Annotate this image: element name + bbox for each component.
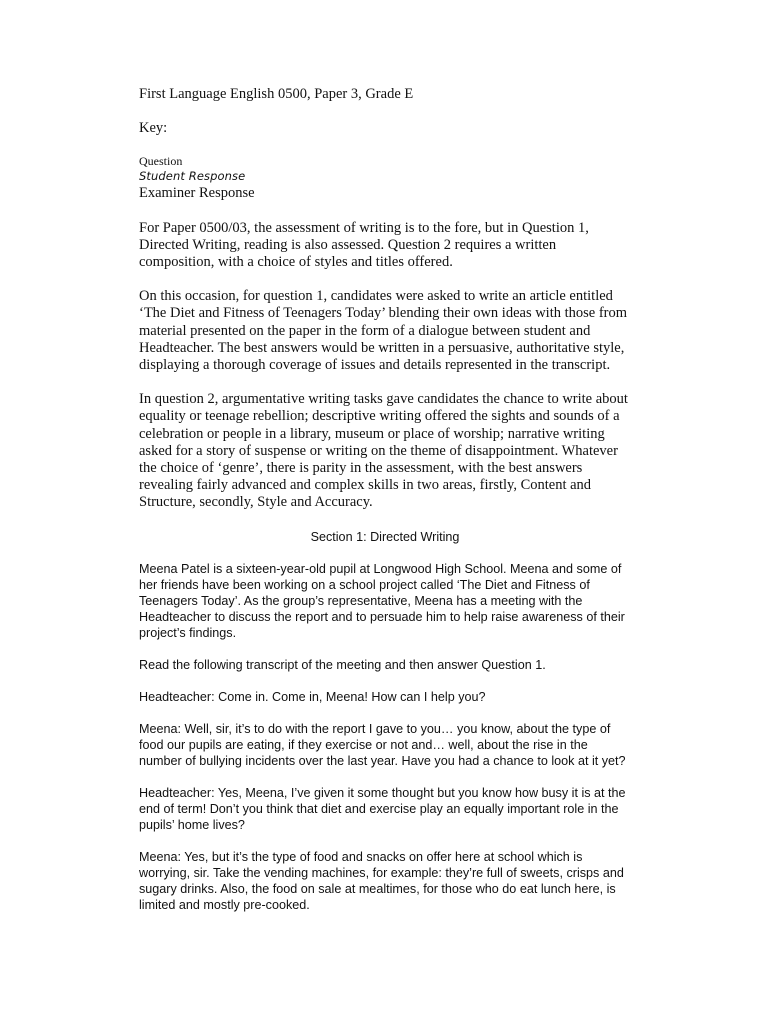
transcript-line: Headteacher: Come in. Come in, Meena! How can I help you? bbox=[139, 689, 486, 704]
key-label: Key: bbox=[139, 120, 168, 137]
section-paragraph: Read the following transcript of the meeting and then answer Question 1. bbox=[139, 657, 546, 672]
transcript-line: Meena: Well, sir, it’s to do with the report I gave to you… you know, about the type of food our pupils are eating, if they exercise or not and… well, about the rise in the number of bullying incidents over the last year. Have you had a chance to look at it yet? bbox=[139, 721, 626, 768]
transcript-line: Headteacher: Yes, Meena, I’ve given it some thought but you know how busy it is at the end of term! Don’t you think that diet and exercise play an equally important role in the pupils’ home lives? bbox=[139, 785, 626, 832]
transcript-line: Meena: Yes, but it’s the type of food and snacks on offer here at school which is worrying, sir. Take the vending machines, for example: they’re full of sweets, crisps and sugary drinks. Also, the food on sale at mealtimes, for those who do eat lunch here, is limited and mostly pre-cooked. bbox=[139, 849, 624, 912]
document-title: First Language English 0500, Paper 3, Grade E bbox=[139, 86, 414, 102]
legend-question: Question bbox=[139, 154, 183, 169]
intro-paragraph: For Paper 0500/03, the assessment of writing is to the fore, but in Question 1, Directed Writing, reading is also assessed. Question 2 requires a written composition, with a choice of styles and titles offered. bbox=[139, 219, 589, 271]
legend-student-response: Student Response bbox=[139, 169, 246, 184]
section-paragraph: Meena Patel is a sixteen-year-old pupil at Longwood High School. Meena and some of her friends have been working on a school project called ‘The Diet and Fitness of Teenagers Today’. As the group’s representative, Meena has a meeting with the Headteacher to discuss the report and to persuade him to help raise awareness of their project’s findings. bbox=[139, 561, 625, 640]
intro-paragraph: In question 2, argumentative writing tasks gave candidates the chance to write about equality or teenage rebellion; descriptive writing offered the sights and sounds of a celebration or people in a library, museum or place of worship; narrative writing asked for a story of suspense or writing on the theme of disappointment. Whatever the choice of ‘genre’, there is parity in the assessment, with the best answers revealing fairly advanced and complex skills in two areas, firstly, Content and Structure, secondly, Style and Accuracy. bbox=[139, 391, 628, 511]
section-heading: Section 1: Directed Writing bbox=[310, 529, 460, 544]
key-legend bbox=[139, 154, 631, 202]
legend-examiner-response: Examiner Response bbox=[139, 185, 255, 202]
document-body bbox=[139, 86, 631, 929]
intro-paragraph: On this occasion, for question 1, candidates were asked to write an article entitled ‘The Diet and Fitness of Teenagers Today’ blending their own ideas with those from material presented on the paper in the form of a dialogue between student and Headteacher. The best answers would be written in a persuasive, authoritative style, displaying a thorough coverage of issues and details represented in the transcript. bbox=[139, 288, 628, 374]
